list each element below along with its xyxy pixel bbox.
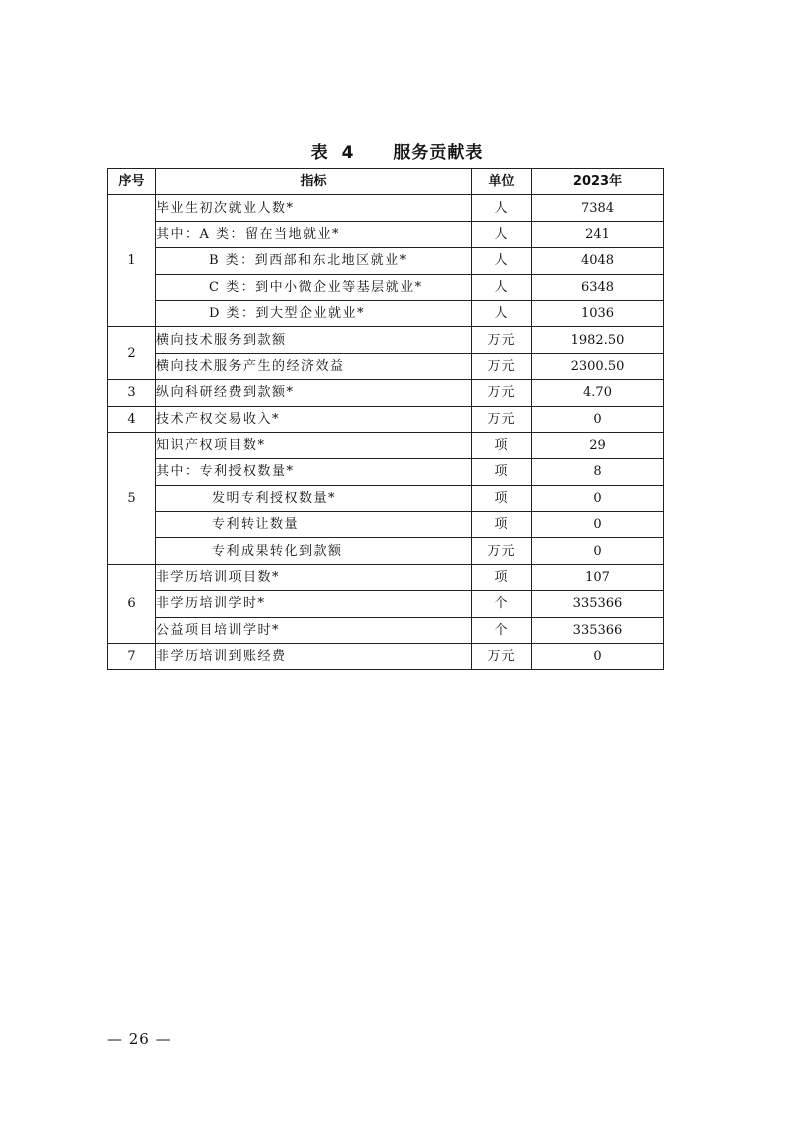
row-value: 1982.50 bbox=[532, 327, 664, 353]
row-value: 241 bbox=[532, 221, 664, 247]
row-seq: 4 bbox=[108, 406, 156, 432]
table-title-number: 4 bbox=[341, 143, 355, 163]
table-row bbox=[108, 274, 664, 300]
table-title bbox=[0, 138, 794, 163]
table-row bbox=[108, 327, 664, 353]
row-value: 107 bbox=[532, 564, 664, 590]
table-row bbox=[108, 195, 664, 221]
row-unit: 人 bbox=[472, 274, 532, 300]
table-row bbox=[108, 248, 664, 274]
row-indicator: 其中：专利授权数量* bbox=[156, 459, 472, 485]
table-row bbox=[108, 432, 664, 458]
row-indicator: D 类：到大型企业就业* bbox=[156, 300, 472, 326]
row-value: 335366 bbox=[532, 591, 664, 617]
row-unit: 项 bbox=[472, 564, 532, 590]
table-title-name: 服务贡献表 bbox=[393, 143, 484, 163]
row-indicator: 知识产权项目数* bbox=[156, 432, 472, 458]
table-row bbox=[108, 538, 664, 564]
table-row bbox=[108, 406, 664, 432]
row-indicator: 非学历培训学时* bbox=[156, 591, 472, 617]
table-row bbox=[108, 459, 664, 485]
row-value: 8 bbox=[532, 459, 664, 485]
row-value: 6348 bbox=[532, 274, 664, 300]
table-row bbox=[108, 644, 664, 670]
row-unit: 人 bbox=[472, 300, 532, 326]
row-unit: 项 bbox=[472, 485, 532, 511]
table-row bbox=[108, 564, 664, 590]
row-seq: 6 bbox=[108, 564, 156, 643]
header-seq: 序号 bbox=[108, 169, 156, 195]
row-unit: 人 bbox=[472, 221, 532, 247]
row-unit: 人 bbox=[472, 195, 532, 221]
table-row bbox=[108, 591, 664, 617]
row-unit: 个 bbox=[472, 591, 532, 617]
table-row bbox=[108, 512, 664, 538]
table-title-prefix: 表 bbox=[310, 143, 329, 163]
row-seq: 7 bbox=[108, 644, 156, 670]
row-unit: 人 bbox=[472, 248, 532, 274]
row-value: 0 bbox=[532, 485, 664, 511]
table-row bbox=[108, 380, 664, 406]
row-unit: 万元 bbox=[472, 353, 532, 379]
row-indicator: 专利转让数量 bbox=[156, 512, 472, 538]
row-indicator: 其中：A 类：留在当地就业* bbox=[156, 221, 472, 247]
row-value: 1036 bbox=[532, 300, 664, 326]
row-seq: 1 bbox=[108, 195, 156, 327]
row-unit: 个 bbox=[472, 617, 532, 643]
row-indicator: 毕业生初次就业人数* bbox=[156, 195, 472, 221]
row-unit: 万元 bbox=[472, 380, 532, 406]
table-row bbox=[108, 485, 664, 511]
row-value: 4.70 bbox=[532, 380, 664, 406]
row-value: 0 bbox=[532, 538, 664, 564]
row-value: 0 bbox=[532, 406, 664, 432]
row-unit: 万元 bbox=[472, 644, 532, 670]
row-indicator: 技术产权交易收入* bbox=[156, 406, 472, 432]
row-seq: 5 bbox=[108, 432, 156, 564]
row-unit: 项 bbox=[472, 459, 532, 485]
row-value: 29 bbox=[532, 432, 664, 458]
row-unit: 万元 bbox=[472, 406, 532, 432]
table-row bbox=[108, 353, 664, 379]
table-header-row bbox=[108, 169, 664, 195]
row-value: 4048 bbox=[532, 248, 664, 274]
row-value: 0 bbox=[532, 644, 664, 670]
row-indicator: 横向技术服务到款额 bbox=[156, 327, 472, 353]
row-seq: 2 bbox=[108, 327, 156, 380]
table-row bbox=[108, 300, 664, 326]
table-row bbox=[108, 221, 664, 247]
page-number: — 26 — bbox=[107, 1030, 172, 1048]
row-indicator: 横向技术服务产生的经济效益 bbox=[156, 353, 472, 379]
row-seq: 3 bbox=[108, 380, 156, 406]
row-indicator: C 类：到中小微企业等基层就业* bbox=[156, 274, 472, 300]
row-indicator: 公益项目培训学时* bbox=[156, 617, 472, 643]
row-unit: 项 bbox=[472, 432, 532, 458]
row-unit: 万元 bbox=[472, 327, 532, 353]
row-indicator: 纵向科研经费到款额* bbox=[156, 380, 472, 406]
row-value: 0 bbox=[532, 512, 664, 538]
row-value: 2300.50 bbox=[532, 353, 664, 379]
row-value: 7384 bbox=[532, 195, 664, 221]
row-indicator: 专利成果转化到款额 bbox=[156, 538, 472, 564]
service-contribution-table bbox=[107, 168, 664, 670]
header-unit: 单位 bbox=[472, 169, 532, 195]
row-unit: 万元 bbox=[472, 538, 532, 564]
row-indicator: 非学历培训到账经费 bbox=[156, 644, 472, 670]
header-indicator: 指标 bbox=[156, 169, 472, 195]
table-row bbox=[108, 617, 664, 643]
row-indicator: B 类：到西部和东北地区就业* bbox=[156, 248, 472, 274]
row-indicator: 发明专利授权数量* bbox=[156, 485, 472, 511]
row-unit: 项 bbox=[472, 512, 532, 538]
row-indicator: 非学历培训项目数* bbox=[156, 564, 472, 590]
row-value: 335366 bbox=[532, 617, 664, 643]
header-year: 2023年 bbox=[532, 169, 664, 195]
